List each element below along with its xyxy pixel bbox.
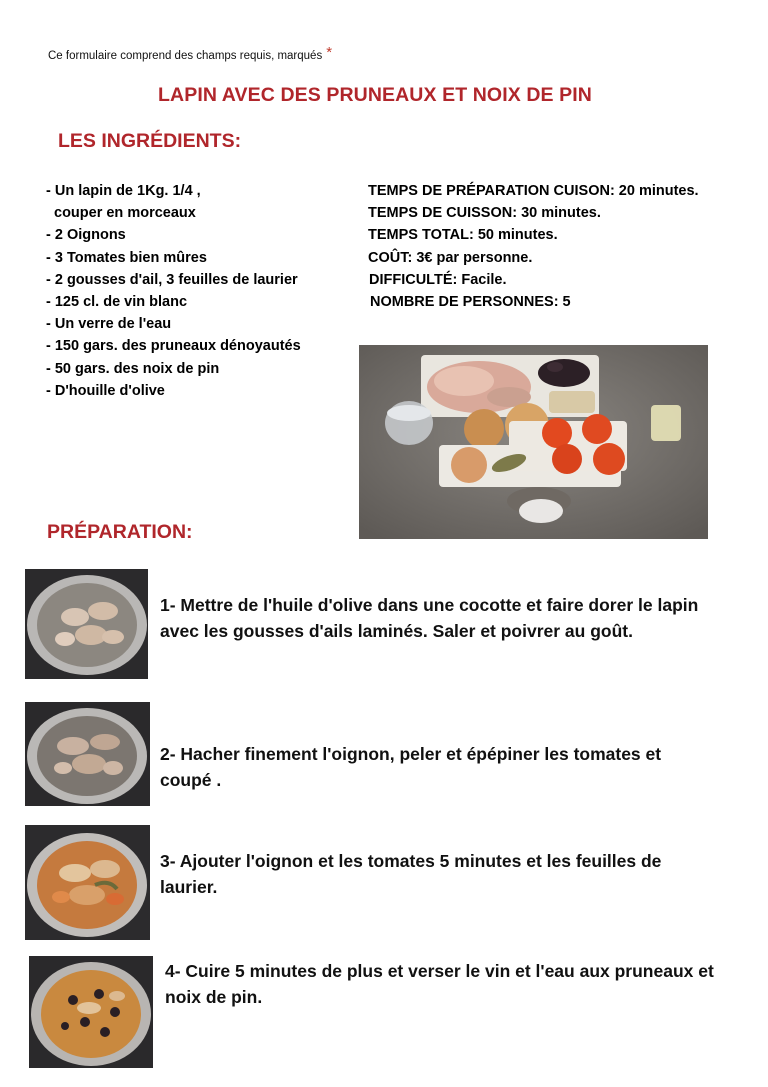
ingredient-item: - 150 gars. des pruneaux dénoyautés (46, 338, 301, 355)
pan-illustration (25, 825, 150, 940)
pan-illustration (25, 702, 150, 806)
ingredient-item: - Un lapin de 1Kg. 1/4 , (46, 183, 201, 199)
cost: COÛT: 3€ par personne. (368, 249, 533, 266)
recipe-info-list (368, 180, 699, 313)
ingredient-item: - 3 Tomates bien mûres (46, 249, 207, 266)
step-1-text: 1- Mettre de l'huile d'olive dans une cocotte et faire dorer le lapin avec les gousses d'ails laminés. Saler et poivrer au goût. (160, 595, 699, 641)
difficulty (368, 269, 699, 291)
ingredient-item: - D'houille d'olive (46, 382, 165, 399)
servings (368, 291, 699, 313)
step-1-photo (25, 569, 148, 679)
recipe-title: LAPIN AVEC DES PRUNEAUX ET NOIX DE PIN (158, 84, 592, 106)
pan-illustration (25, 569, 148, 679)
required-notice-text: Ce formulaire comprend des champs requis, marqués (48, 50, 323, 62)
step-4-photo (29, 956, 153, 1068)
pan-illustration (29, 956, 153, 1068)
ingredient-item: - 50 gars. des noix de pin (46, 360, 220, 377)
prep-time: TEMPS DE PRÉPARATION CUISON: 20 minutes. (368, 183, 699, 199)
required-asterisk: * (326, 44, 333, 61)
step-4-text: 4- Cuire 5 minutes de plus et verser le vin et l'eau aux pruneaux et noix de pin. (165, 961, 714, 1007)
servings-text: NOMBRE DE PERSONNES: 5 (370, 293, 571, 310)
ingredient-item: - 2 Oignons (46, 227, 126, 244)
ingredients-list (46, 180, 301, 402)
ingredients-illustration (359, 345, 708, 539)
required-fields-notice (48, 46, 332, 63)
step-3-text: 3- Ajouter l'oignon et les tomates 5 minutes et les feuilles de laurier. (160, 851, 662, 897)
step-2-photo (25, 702, 150, 806)
ingredients-heading: LES INGRÉDIENTS: (58, 130, 242, 152)
step-3-photo (25, 825, 150, 940)
total-time: TEMPS TOTAL: 50 minutes. (368, 227, 558, 244)
ingredients-photo (359, 345, 708, 539)
ingredient-item: - Un verre de l'eau (46, 316, 172, 333)
preparation-heading: PRÉPARATION: (47, 521, 193, 543)
ingredient-item: - 125 cl. de vin blanc (46, 293, 188, 310)
cook-time: TEMPS DE CUISSON: 30 minutes. (368, 205, 601, 222)
step-2-text: 2- Hacher finement l'oignon, peler et épépiner les tomates et coupé . (160, 744, 662, 790)
ingredient-item-text: couper en morceaux (54, 205, 196, 222)
ingredient-item (46, 202, 301, 224)
ingredient-item: - 2 gousses d'ail, 3 feuilles de laurier (46, 271, 298, 288)
difficulty-text: DIFFICULTÉ: Facile. (369, 271, 507, 288)
